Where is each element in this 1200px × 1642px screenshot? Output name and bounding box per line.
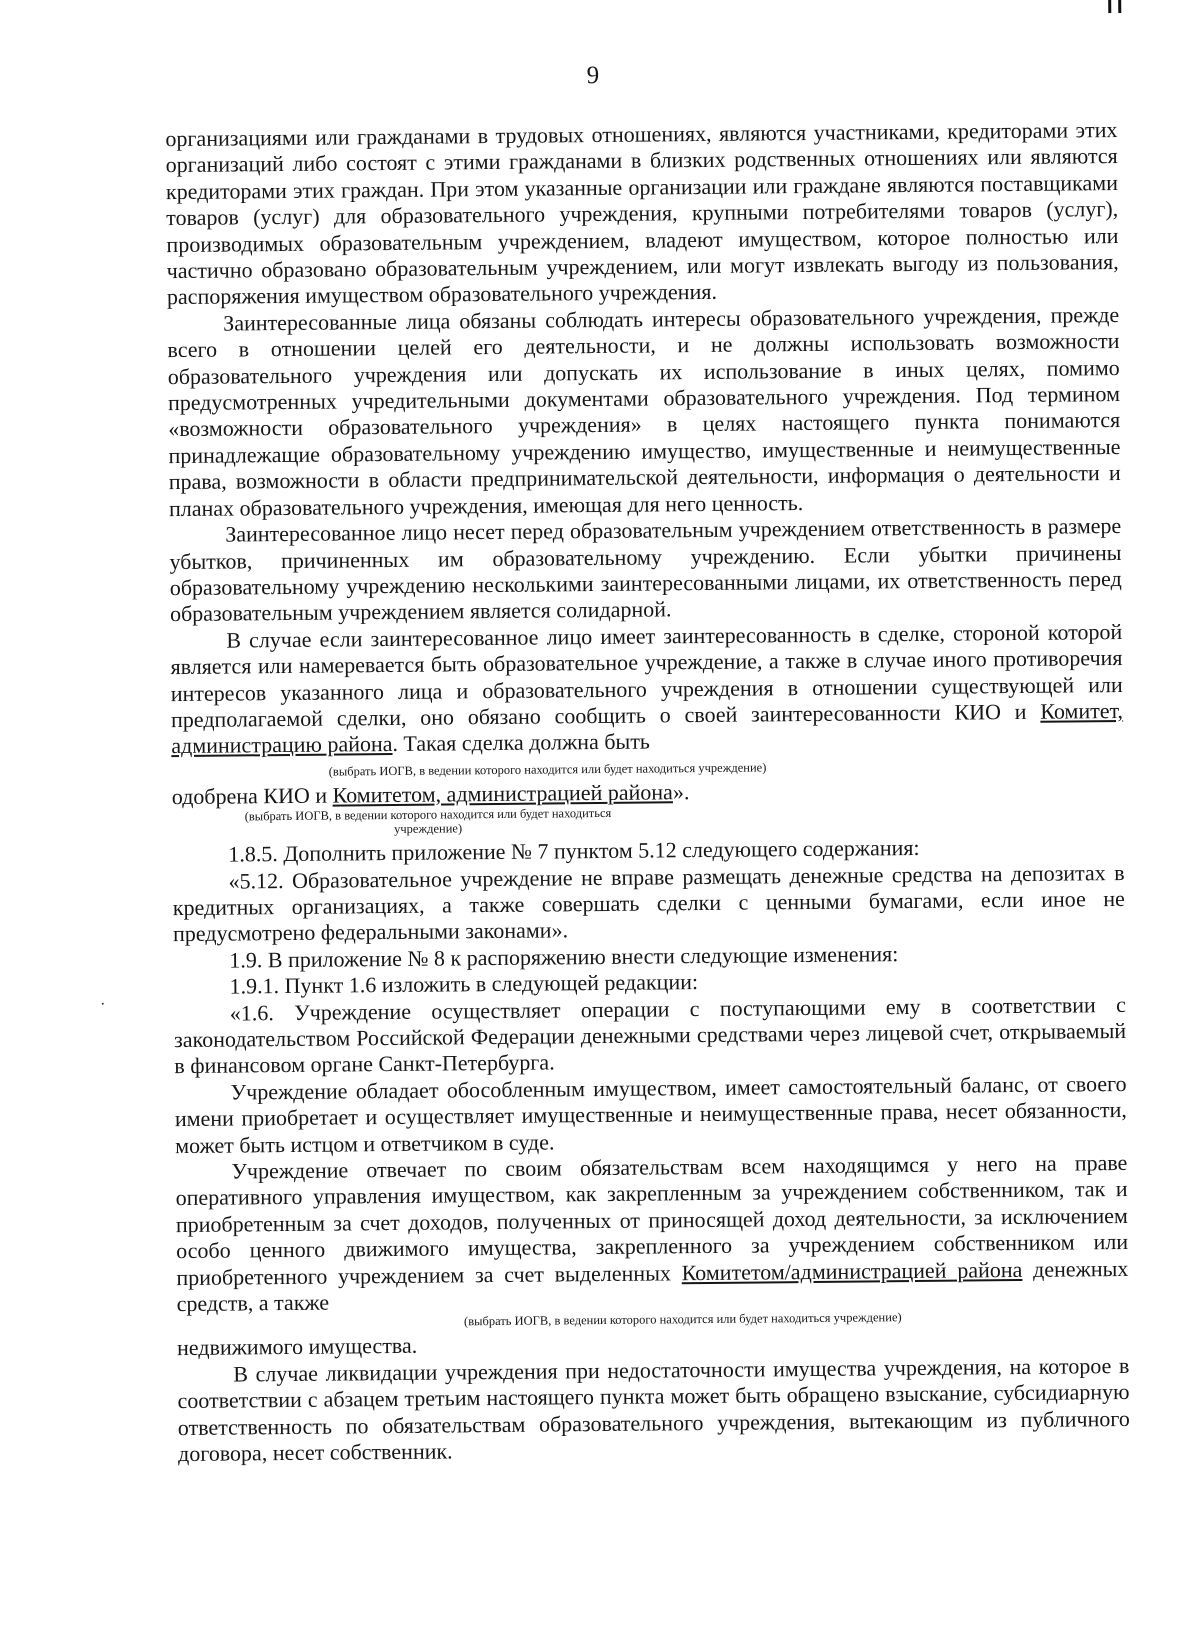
scan-edge-mark bbox=[1118, 0, 1121, 13]
paragraph-text: Учреждение обладает обособленным имуществом, имеет самостоятельный баланс, от своего имени приобретает и осуществляет имущественные и неимущественные права, несет обязанности, может быть истцом и ответчиком в суде. bbox=[174, 1070, 1127, 1158]
paragraph bbox=[175, 1150, 1128, 1318]
paragraph bbox=[170, 619, 1123, 760]
paragraph bbox=[167, 302, 1121, 522]
paragraph bbox=[165, 117, 1119, 311]
paragraph bbox=[177, 1353, 1130, 1468]
paragraph-text: денежных средств, а также bbox=[176, 1255, 1129, 1317]
footnote-hint: (выбрать ИОГВ, в ведении которого находится или будет находиться учреждение) bbox=[328, 760, 767, 779]
underlined-placeholder: Комитетом/администрацией района bbox=[681, 1256, 1023, 1285]
paragraph-text: 1.8.5. Дополнить приложение № 7 пунктом 5.12 следующего содержания: bbox=[228, 835, 920, 867]
paragraph-text: «5.12. Образовательное учреждение не вправе размещать денежные средства на депозитах в кредитных организациях, а также совершать сделки с ценными бумагами, если иное не предусмотрено федеральными законами». bbox=[172, 859, 1125, 947]
footnote-hint: (выбрать ИОГВ, в ведении которого находится или будет находиться учреждение) bbox=[463, 1310, 902, 1329]
paragraph-text: 1.9.1. Пункт 1.6 изложить в следующей редакции: bbox=[229, 969, 699, 999]
paragraph-text: 1.9. В приложение № 8 к распоряжению внести следующие изменения: bbox=[229, 940, 899, 973]
paragraph-text: Учреждение отвечает по своим обязательствам всем находящимся у него на праве оперативного управления имуществом, как закрепленным за учреждением собственником, так и приобретенным за счет доходов, полученных от приносящей доход деятельности, за исключением особо ценного движимого имущества, закрепленного за учреждением собственником или приобретенного учреждением за счет выделенных bbox=[175, 1149, 1129, 1290]
paragraph-text: Заинтересованные лица обязаны соблюдать интересы образовательного учреждения, прежде всего в отношении целей его деятельности, и не должны использовать возможности образовательного учреждения или допускать их использование в иных целях, помимо предусмотренных учредительными документами образовательного учреждения. Под термином «возможности образовательного учреждения» в целях настоящего пункта понимаются принадлежащие образовательному учреждению имущество, имущественные и неимущественные права, возможности в области предпринимательской деятельности, информация о деятельности и планах образовательного учреждения, имеющая для него ценность. bbox=[167, 301, 1121, 521]
paragraph bbox=[169, 513, 1122, 628]
underlined-placeholder: Комитет, администрацию района bbox=[171, 697, 1124, 759]
paragraph bbox=[174, 992, 1127, 1080]
paragraph-text: «1.6. Учреждение осуществляет операции с поступающими ему в соответствии с законодательством Российской Федерации денежными средствами через лицевой счет, открываемый в финансовом органе Санкт-Петербурга. bbox=[173, 991, 1127, 1079]
paragraph-text: одобрена КИО и bbox=[171, 782, 333, 809]
paragraph-text: В случае если заинтересованное лицо имеет заинтересованность в сделке, стороной которой является или намеревается быть образовательное учреждение, а также в случае иного противоречия интересов указанного лица и образовательного учреждения в отношении существующей или предполагаемой сделки, оно обязано сообщить о своей заинтересованности КИО и bbox=[170, 618, 1123, 733]
underlined-placeholder: Комитетом, администрацией района bbox=[332, 779, 673, 808]
document-body bbox=[165, 117, 1130, 1468]
footnote-hint: (выбрать ИОГВ, в ведении которого находится или будет находиться учреждение) bbox=[244, 806, 612, 837]
scan-speck bbox=[102, 1003, 104, 1005]
paragraph-text: недвижимого имущества. bbox=[176, 1333, 418, 1361]
paragraph-text: Заинтересованное лицо несет перед образовательным учреждением ответственность в размере убытков, причиненных им образовательному учреждению. Если убытки причинены образовательному учреждению несколькими заинтересованными лицами, их ответственность перед образовательным учреждением является солидарной. bbox=[169, 513, 1122, 627]
paragraph-text: В случае ликвидации учреждения при недостаточности имущества учреждения, на которое в соответствии с абзацем третьим настоящего пункта может быть обращено взыскание, субсидиарную ответственность по обязательствам образовательного учреждения, вытекающим из публичного договора, несет собственник. bbox=[177, 1352, 1130, 1467]
paragraph-text: организациями или гражданами в трудовых отношениях, являются участниками, кредиторами этих организаций либо состоят с этими гражданами в близких родственных отношениях или являются кредиторами этих граждан. При этом указанные организации или граждане являются поставщиками товаров (услуг) для образовательного учреждения, крупными потребителями товаров (услуг), производимых образовательным учреждением, владеют имуществом, которое полностью или частично образовано образовательным учреждением, или могут извлекать выгоду из пользования, распоряжения имуществом образовательного учреждения. bbox=[165, 117, 1119, 310]
paragraph bbox=[174, 1071, 1127, 1159]
scan-edge-mark bbox=[1108, 0, 1111, 13]
paragraph-text: ». bbox=[672, 778, 690, 805]
page-number: 9 bbox=[586, 61, 600, 90]
paragraph-text: . Такая сделка должна быть bbox=[392, 728, 651, 757]
paragraph bbox=[172, 860, 1125, 948]
